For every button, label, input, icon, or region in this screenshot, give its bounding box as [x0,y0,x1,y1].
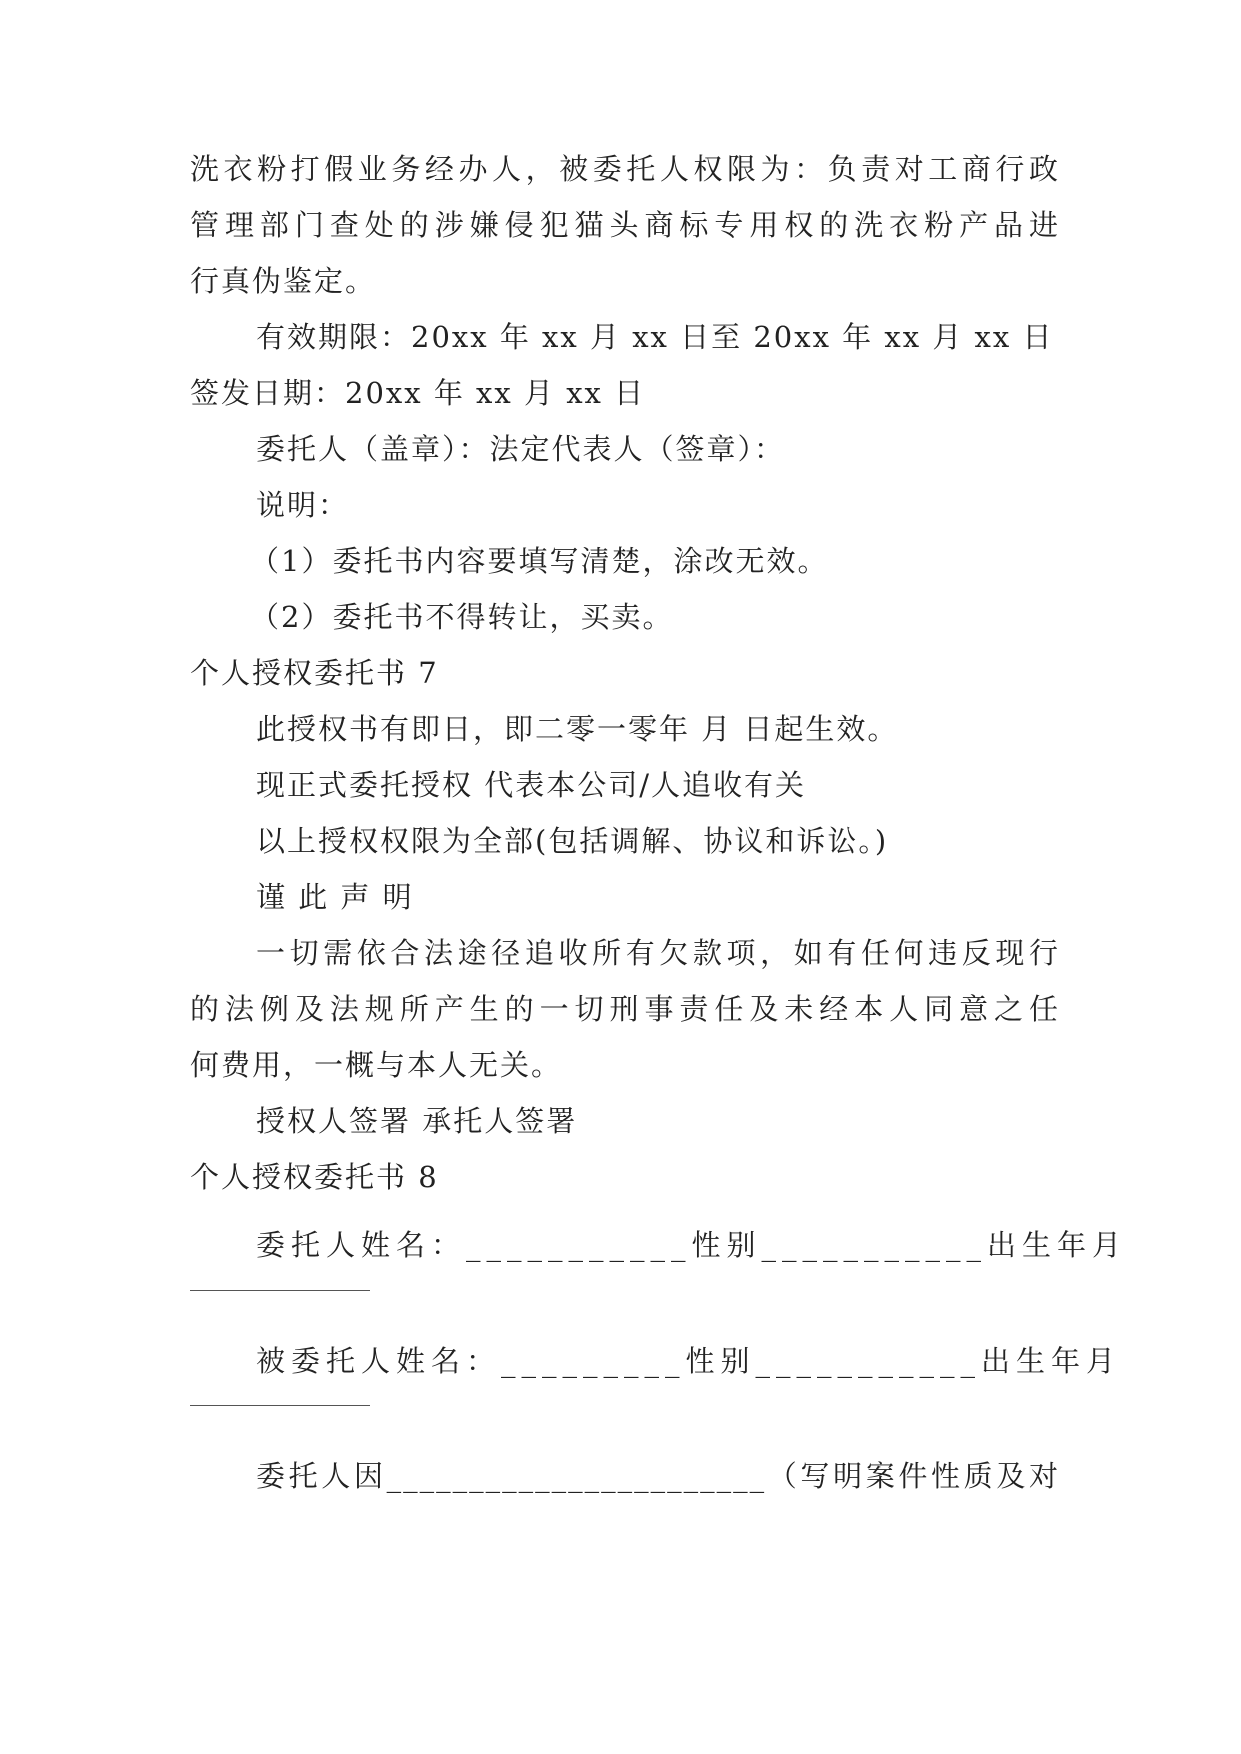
body-text-line: 管理部门查处的涉嫌侵犯猫头商标专用权的洗衣粉产品进 [190,208,1060,242]
section-heading-7: 个人授权委托书 7 [190,656,439,690]
body-text-line: 洗衣粉打假业务经办人，被委托人权限为：负责对工商行政 [190,152,1060,186]
body-text-line: 一切需依合法途径追收所有欠款项，如有任何违反现行 [256,936,1060,970]
body-text-line: 现正式委托授权 代表本公司/人追收有关 [256,768,806,802]
body-text-line: 行真伪鉴定。 [190,264,377,298]
body-text-line: 委托人因_______________________（写明案件性质及对 [256,1459,1060,1493]
blank-underline [190,1405,370,1406]
body-text-line: 以上授权权限为全部(包括调解、协议和诉讼。) [256,824,889,858]
validity-period: 有效期限：20xx 年 xx 月 xx 日至 20xx 年 xx 月 xx 日 [256,320,1054,354]
blank-underline [190,1290,370,1291]
note-item: （2）委托书不得转让，买卖。 [250,600,674,634]
body-text-line: 的法例及法规所产生的一切刑事责任及未经本人同意之任 [190,992,1060,1026]
declaration-text: 谨 此 声 明 [256,880,414,914]
notes-label: 说明： [256,488,350,522]
signature-line: 委托人（盖章）：法定代表人（签章）： [256,432,786,466]
agent-info-line: 被委托人姓名：_________性别___________出生年月 [256,1344,1122,1378]
body-text-line: 此授权书有即日，即二零一零年 月 日起生效。 [256,712,899,746]
principal-info-line: 委托人姓名：___________性别___________出生年月 [256,1228,1128,1262]
issue-date: 签发日期：20xx 年 xx 月 xx 日 [190,376,646,410]
signature-line: 授权人签署 承托人签署 [256,1104,578,1138]
body-text-line: 何费用，一概与本人无关。 [190,1048,563,1082]
section-heading-8: 个人授权委托书 8 [190,1160,439,1194]
note-item: （1）委托书内容要填写清楚，涂改无效。 [250,544,829,578]
